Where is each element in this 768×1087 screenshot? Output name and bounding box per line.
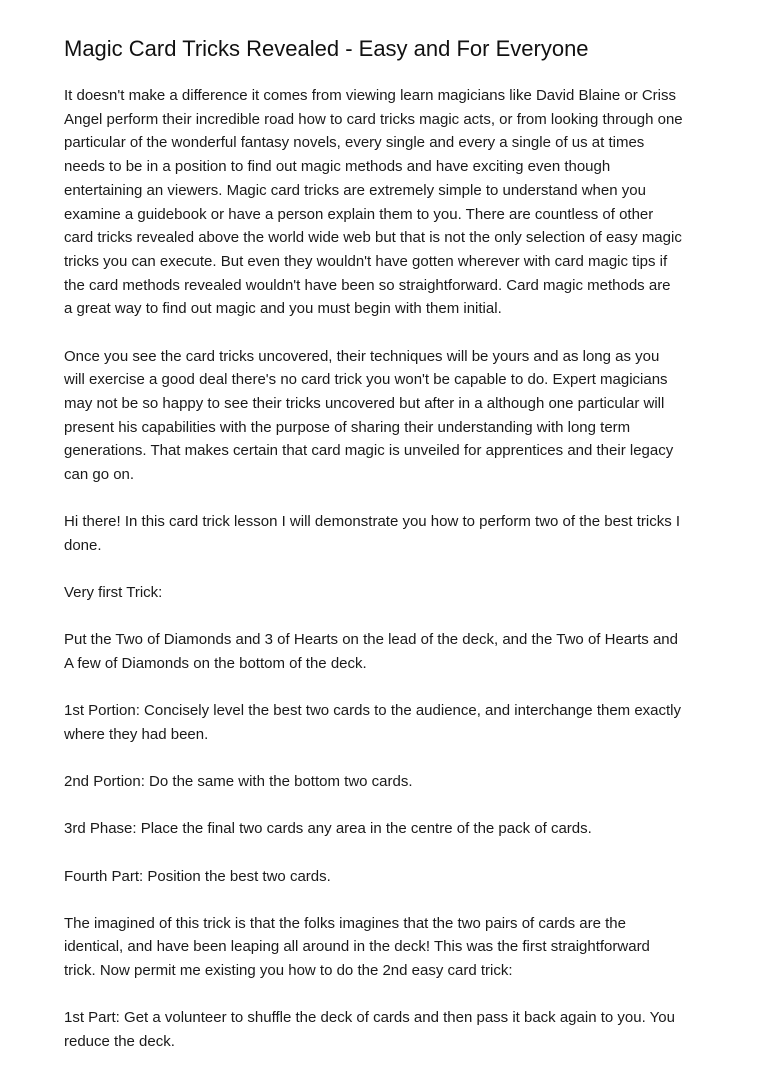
text-line: entertaining an viewers. Magic card tricks are extremely simple to understand when you (64, 181, 646, 199)
text-line: may not be so happy to see their tricks uncovered but after in a although one particular will (64, 394, 665, 412)
text-line: identical, and have been leaping all around in the deck! This was the first straightforward (64, 938, 650, 956)
text-line: A few of Diamonds on the bottom of the deck. (64, 655, 367, 673)
paragraph (64, 628, 714, 675)
paragraph (64, 345, 714, 487)
text-line: present his capabilities with the purpose of sharing their understanding with long term (64, 418, 631, 436)
paragraph (64, 865, 714, 889)
text-line: 2nd Portion: Do the same with the bottom two cards. (64, 773, 413, 791)
text-line: 1st Portion: Concisely level the best two cards to the audience, and interchange them exactly (64, 702, 682, 720)
text-line: The imagined of this trick is that the folks imagines that the two pairs of cards are the (64, 914, 626, 932)
text-line: trick. Now permit me existing you how to do the 2nd easy card trick: (64, 962, 513, 980)
text-line: tricks you can execute. But even they wouldn't have gotten wherever with card magic tips if (64, 252, 668, 270)
text-line: a great way to find out magic and you must begin with them initial. (64, 300, 502, 318)
paragraph (64, 912, 714, 983)
document-title: Magic Card Tricks Revealed - Easy and For Everyone (64, 36, 589, 61)
text-line: will exercise a good deal there's no card trick you won't be capable to do. Expert magicians (64, 371, 668, 389)
text-line: Angel perform their incredible road how to card tricks magic acts, or from looking through one (64, 110, 683, 128)
text-line: generations. That makes certain that card magic is unveiled for apprentices and their legacy (64, 442, 674, 460)
text-line: 3rd Phase: Place the final two cards any area in the centre of the pack of cards. (64, 820, 592, 838)
text-line: reduce the deck. (64, 1033, 175, 1051)
text-line: can go on. (64, 466, 135, 484)
text-line: Put the Two of Diamonds and 3 of Hearts on the lead of the deck, and the Two of Hearts and (64, 631, 678, 649)
paragraph (64, 699, 714, 746)
text-line: card tricks revealed above the world wide web but that is not the only selection of easy magic (64, 229, 682, 247)
text-line: where they had been. (64, 725, 209, 743)
text-line: Once you see the card tricks uncovered, their techniques will be yours and as long as you (64, 347, 660, 365)
text-line: 1st Part: Get a volunteer to shuffle the deck of cards and then pass it back again to you. You (64, 1009, 675, 1027)
paragraph (64, 817, 714, 841)
text-line: Very first Trick: (64, 584, 163, 602)
paragraph (64, 510, 714, 557)
text-line: particular of the wonderful fantasy novels, every single and every a single of us at times (64, 134, 645, 152)
text-line: It doesn't make a difference it comes from viewing learn magicians like David Blaine or Criss (64, 87, 677, 104)
paragraph (64, 1006, 714, 1053)
paragraph (64, 770, 714, 794)
document-body (64, 84, 714, 1054)
paragraph (64, 581, 714, 605)
paragraph (64, 84, 714, 321)
text-line: Fourth Part: Position the best two cards. (64, 867, 331, 885)
document-page (64, 34, 714, 1077)
text-line: examine a guidebook or have a person explain them to you. There are countless of other (64, 205, 654, 223)
text-line: needs to be in a position to find out magic methods and have exciting even though (64, 158, 611, 176)
text-line: Hi there! In this card trick lesson I will demonstrate you how to perform two of the best tricks I (64, 513, 681, 531)
text-line: the card methods revealed wouldn't have been so straightforward. Card magic methods are (64, 276, 671, 294)
text-line: done. (64, 536, 102, 554)
